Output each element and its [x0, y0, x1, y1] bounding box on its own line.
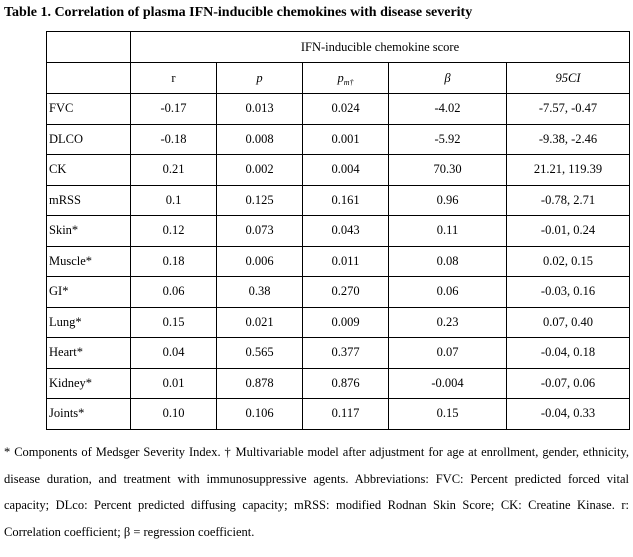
row-label-cell: Skin*	[47, 216, 131, 247]
pm-value-cell: 0.001	[303, 124, 389, 155]
beta-value-cell: 0.15	[389, 399, 507, 430]
p-value-cell: 0.006	[217, 246, 303, 277]
r-value-cell: -0.18	[131, 124, 217, 155]
pm-value-cell: 0.377	[303, 338, 389, 369]
p-value-cell: 0.073	[217, 216, 303, 247]
r-value-cell: 0.21	[131, 155, 217, 186]
row-label-cell: Muscle*	[47, 246, 131, 277]
correlation-table	[46, 31, 630, 430]
r-value-cell: 0.12	[131, 216, 217, 247]
p-value-cell: 0.106	[217, 399, 303, 430]
header-row-group	[47, 32, 630, 63]
group-header: IFN-inducible chemokine score	[131, 32, 630, 63]
row-label-cell: mRSS	[47, 185, 131, 216]
col-header-beta: β	[389, 63, 507, 94]
row-label-cell: GI*	[47, 277, 131, 308]
r-value-cell: 0.04	[131, 338, 217, 369]
r-value-cell: 0.18	[131, 246, 217, 277]
row-label-cell: Heart*	[47, 338, 131, 369]
p-value-cell: 0.125	[217, 185, 303, 216]
row-label-cell: DLCO	[47, 124, 131, 155]
pm-value-cell: 0.876	[303, 368, 389, 399]
col-header-r: r	[131, 63, 217, 94]
table-row	[47, 185, 630, 216]
table-row	[47, 277, 630, 308]
r-value-cell: 0.15	[131, 307, 217, 338]
r-value-cell: 0.1	[131, 185, 217, 216]
table-row	[47, 246, 630, 277]
table-row	[47, 216, 630, 247]
beta-value-cell: 0.08	[389, 246, 507, 277]
p-value-cell: 0.002	[217, 155, 303, 186]
pm-value-cell: 0.270	[303, 277, 389, 308]
ci-value-cell: -0.01, 0.24	[507, 216, 630, 247]
pm-value-cell: 0.004	[303, 155, 389, 186]
table-row	[47, 155, 630, 186]
ci-value-cell: 0.07, 0.40	[507, 307, 630, 338]
ci-value-cell: -0.04, 0.18	[507, 338, 630, 369]
table-footnote: * Components of Medsger Severity Index. † Multivariable model after adjustment for age at enrollment, gender, ethnicity, disease duration, and treatment with immunosuppressive agents. Abbreviations: FVC: Percent predicted forced vital capacity; DLco: Percent predicted diffusing capacity; mRSS: modified Rodnan Skin Score; CK: Creatine Kinase. r: Correlation coefficient; β = regression coefficient.	[4, 445, 629, 539]
r-value-cell: 0.10	[131, 399, 217, 430]
table-row	[47, 338, 630, 369]
p-value-cell: 0.008	[217, 124, 303, 155]
r-value-cell: 0.01	[131, 368, 217, 399]
table-caption: Table 1. Correlation of plasma IFN-inducible chemokines with disease severity	[4, 5, 473, 20]
ci-value-cell: 21.21, 119.39	[507, 155, 630, 186]
p-value-cell: 0.013	[217, 94, 303, 125]
table-row	[47, 124, 630, 155]
ci-value-cell: -9.38, -2.46	[507, 124, 630, 155]
ci-value-cell: -0.04, 0.33	[507, 399, 630, 430]
ci-value-cell: -0.07, 0.06	[507, 368, 630, 399]
beta-value-cell: -5.92	[389, 124, 507, 155]
col-header-pm-sub: m†	[343, 77, 354, 87]
ci-value-cell: 0.02, 0.15	[507, 246, 630, 277]
p-value-cell: 0.38	[217, 277, 303, 308]
table-row	[47, 94, 630, 125]
p-value-cell: 0.021	[217, 307, 303, 338]
row-label-cell: Kidney*	[47, 368, 131, 399]
p-value-cell: 0.878	[217, 368, 303, 399]
beta-value-cell: 0.96	[389, 185, 507, 216]
pm-value-cell: 0.011	[303, 246, 389, 277]
header-empty-cell	[47, 63, 131, 94]
beta-value-cell: 0.06	[389, 277, 507, 308]
pm-value-cell: 0.024	[303, 94, 389, 125]
row-label-cell: CK	[47, 155, 131, 186]
r-value-cell: -0.17	[131, 94, 217, 125]
ci-value-cell: -7.57, -0.47	[507, 94, 630, 125]
beta-value-cell: -4.02	[389, 94, 507, 125]
row-label-cell: Lung*	[47, 307, 131, 338]
row-label-cell: FVC	[47, 94, 131, 125]
beta-value-cell: 0.23	[389, 307, 507, 338]
table-row	[47, 368, 630, 399]
header-corner-cell	[47, 32, 131, 63]
col-header-ci: 95CI	[507, 63, 630, 94]
pm-value-cell: 0.117	[303, 399, 389, 430]
col-header-p: p	[217, 63, 303, 94]
beta-value-cell: 0.07	[389, 338, 507, 369]
col-header-pm	[303, 63, 389, 94]
table-row	[47, 307, 630, 338]
p-value-cell: 0.565	[217, 338, 303, 369]
pm-value-cell: 0.009	[303, 307, 389, 338]
r-value-cell: 0.06	[131, 277, 217, 308]
table-row	[47, 399, 630, 430]
beta-value-cell: 70.30	[389, 155, 507, 186]
col-header-pm-base: p	[337, 70, 344, 85]
row-label-cell: Joints*	[47, 399, 131, 430]
pm-value-cell: 0.161	[303, 185, 389, 216]
header-row-columns	[47, 63, 630, 94]
pm-value-cell: 0.043	[303, 216, 389, 247]
beta-value-cell: 0.11	[389, 216, 507, 247]
beta-value-cell: -0.004	[389, 368, 507, 399]
ci-value-cell: -0.78, 2.71	[507, 185, 630, 216]
ci-value-cell: -0.03, 0.16	[507, 277, 630, 308]
